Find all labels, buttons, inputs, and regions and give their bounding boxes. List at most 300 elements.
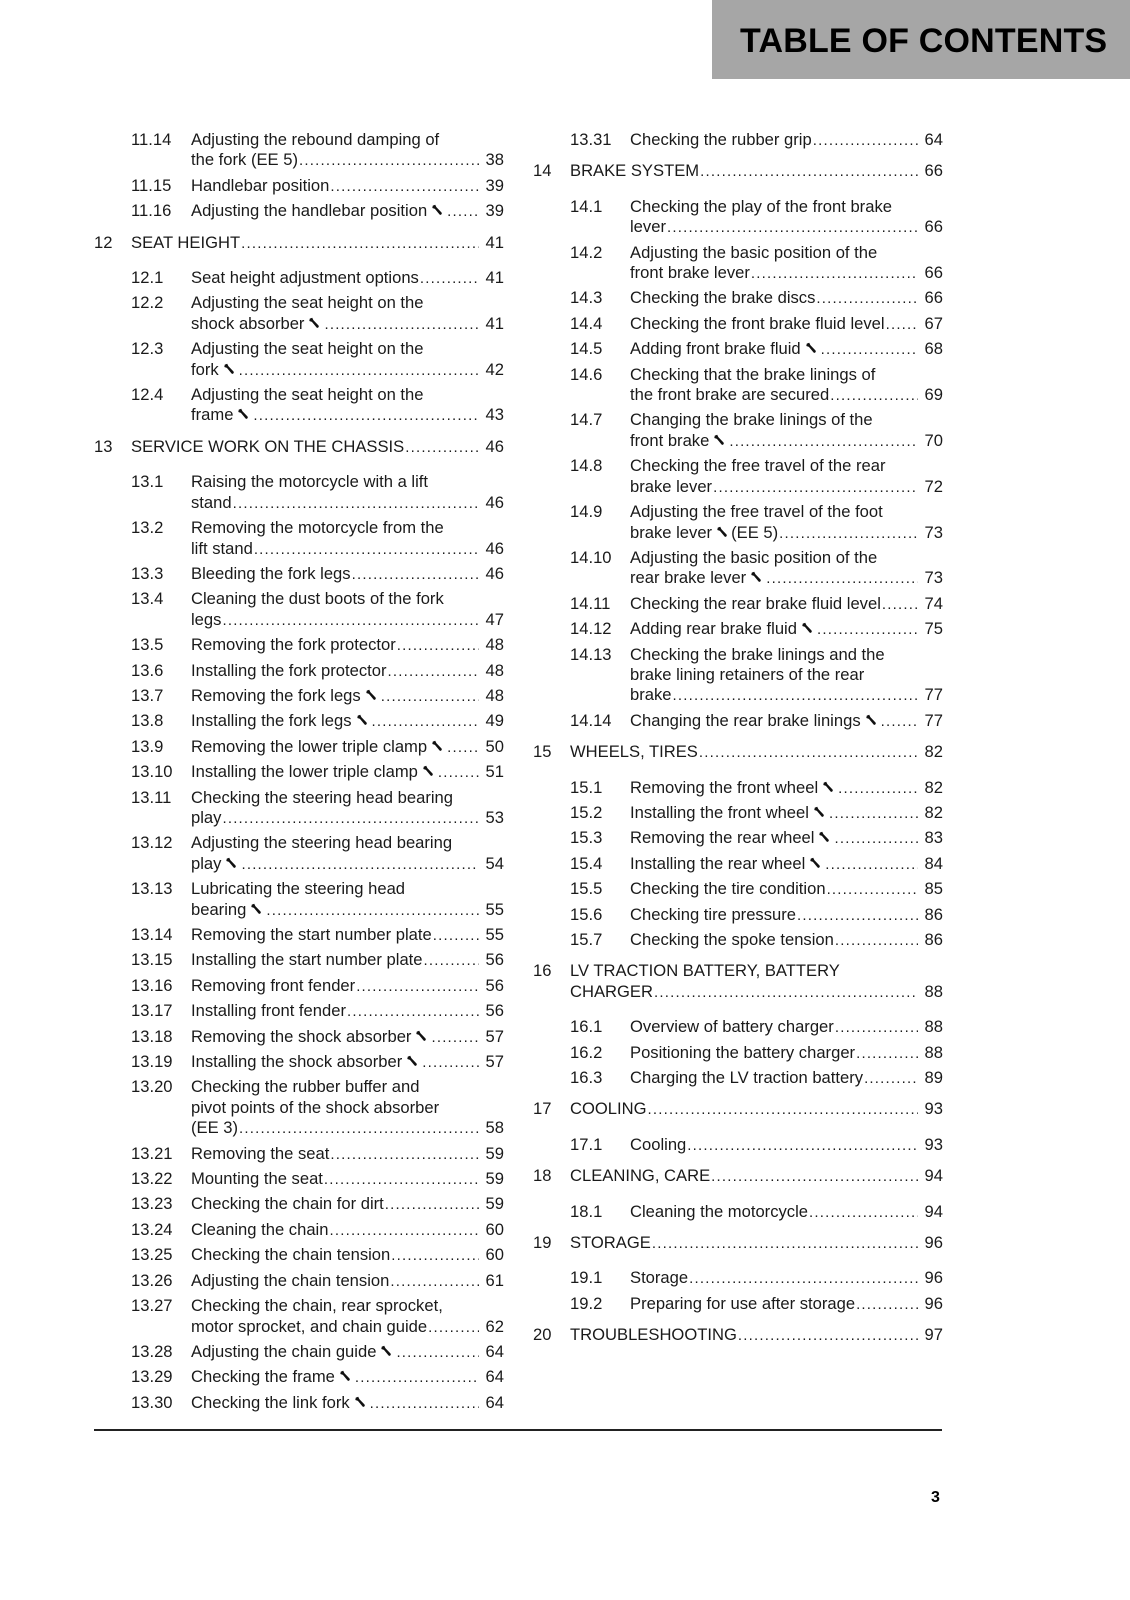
entry-title: Adjusting the seat height on the <box>191 293 424 313</box>
page-ref[interactable]: 53 <box>485 807 504 827</box>
toc-entry[interactable] <box>533 879 943 900</box>
toc-column-right <box>533 130 943 1361</box>
page-ref[interactable]: 56 <box>485 975 504 995</box>
entry-number: 13.11 <box>131 787 172 807</box>
wrench-icon <box>339 1367 352 1380</box>
dot-leader <box>347 1002 479 1022</box>
toc-entry[interactable] <box>94 1296 504 1338</box>
page-ref[interactable]: 59 <box>485 1143 504 1163</box>
entry-title: Removing the rear wheel <box>630 828 815 848</box>
toc-entry[interactable] <box>533 1017 943 1038</box>
toc-entry[interactable] <box>94 1367 504 1388</box>
page-ref[interactable]: 93 <box>924 1099 943 1119</box>
wrench-icon <box>716 523 729 536</box>
page-ref[interactable]: 49 <box>485 711 504 731</box>
dot-leader <box>428 1318 479 1338</box>
toc-entry[interactable] <box>94 879 504 921</box>
entry-number: 14.2 <box>570 242 603 262</box>
entry-title: frame <box>191 405 234 425</box>
toc-entry[interactable] <box>533 502 943 544</box>
wrench-icon <box>415 1027 428 1040</box>
toc-chapter[interactable] <box>533 1166 943 1187</box>
dot-leader <box>711 1167 918 1187</box>
entry-title: Adjusting the steering head bearing <box>191 833 453 853</box>
toc-chapter[interactable] <box>533 161 943 182</box>
dot-leader <box>830 386 918 406</box>
entry-title: Storage <box>630 1268 689 1288</box>
entry-title: TROUBLESHOOTING <box>570 1325 737 1345</box>
dot-leader <box>391 1246 479 1266</box>
entry-number: 15.4 <box>570 853 603 873</box>
page-ref[interactable]: 89 <box>924 1068 943 1088</box>
toc-entry[interactable] <box>533 803 943 824</box>
wrench-icon <box>813 803 826 816</box>
page-ref[interactable]: 73 <box>924 568 943 588</box>
entry-title: Checking the chain, rear sprocket, <box>191 1296 443 1316</box>
page-ref[interactable]: 84 <box>924 853 943 873</box>
page-ref[interactable]: 43 <box>485 405 504 425</box>
entry-number: 14.8 <box>570 456 603 476</box>
entry-title: front brake <box>630 430 710 450</box>
entry-title: Checking tire pressure <box>630 904 797 924</box>
page-ref[interactable]: 88 <box>924 1017 943 1037</box>
page-ref[interactable]: 48 <box>485 660 504 680</box>
entry-number: 13.15 <box>131 950 173 970</box>
entry-title: Checking the spoke tension <box>630 930 834 949</box>
toc-entry[interactable] <box>533 548 943 590</box>
dot-leader <box>687 1136 918 1156</box>
entry-number: 18 <box>533 1166 552 1186</box>
wrench-icon <box>809 854 822 867</box>
page-ref[interactable]: 66 <box>924 161 943 181</box>
entry-title: Installing the front wheel <box>630 802 809 822</box>
toc-entry[interactable] <box>533 1068 943 1089</box>
toc-chapter[interactable] <box>533 1233 943 1254</box>
toc-entry[interactable] <box>94 925 504 946</box>
page-ref[interactable]: 59 <box>485 1194 504 1214</box>
toc-entry[interactable] <box>533 1294 943 1315</box>
page-ref[interactable]: 82 <box>924 802 943 822</box>
dot-leader <box>835 1018 918 1038</box>
entry-title: Adjusting the basic position of the <box>630 242 878 262</box>
entry-title: pivot points of the shock absorber <box>191 1097 440 1117</box>
entry-title: Checking the steering head bearing <box>191 787 453 807</box>
entry-title: Checking the brake discs <box>630 288 816 308</box>
toc-entry[interactable] <box>533 854 943 875</box>
toc-entry[interactable] <box>94 176 504 197</box>
entry-number: 13.9 <box>131 736 164 756</box>
page-ref[interactable]: 39 <box>485 175 504 195</box>
toc-entry[interactable] <box>94 1271 504 1292</box>
page-ref[interactable]: 59 <box>485 1169 504 1189</box>
toc-entry[interactable] <box>94 130 504 172</box>
entry-title: Mounting the seat <box>191 1169 323 1189</box>
toc-entry[interactable] <box>94 589 504 631</box>
entry-title: Adjusting the chain tension <box>191 1270 390 1290</box>
entry-title: Checking the link fork <box>191 1392 350 1412</box>
toc-entry[interactable] <box>94 293 504 335</box>
toc-entry[interactable] <box>94 711 504 732</box>
toc-entry[interactable] <box>533 410 943 452</box>
entry-title: Overview of battery charger <box>630 1017 834 1037</box>
dot-leader <box>420 269 479 289</box>
page-ref[interactable]: 66 <box>924 288 943 308</box>
entry-number: 13.7 <box>131 685 164 705</box>
toc-chapter[interactable] <box>533 1325 943 1346</box>
page-ref[interactable]: 67 <box>924 313 943 333</box>
page-ref[interactable]: 46 <box>485 538 504 558</box>
entry-number: 12.3 <box>131 339 164 359</box>
page-ref[interactable]: 94 <box>924 1201 943 1221</box>
dot-leader <box>254 540 479 560</box>
dot-leader <box>881 712 918 732</box>
entry-title: bearing <box>191 899 247 919</box>
page-ref[interactable]: 56 <box>485 950 504 970</box>
toc-entry[interactable] <box>94 518 504 560</box>
page-ref[interactable]: 96 <box>924 1268 943 1288</box>
entry-number: 15.1 <box>570 777 603 797</box>
page-ref[interactable]: 70 <box>924 430 943 450</box>
page-ref[interactable]: 58 <box>485 1118 504 1138</box>
dot-leader <box>689 1269 918 1289</box>
page-ref[interactable]: 82 <box>924 777 943 797</box>
toc-entry[interactable] <box>94 1342 504 1363</box>
toc-entry[interactable] <box>94 833 504 875</box>
entry-title: Adding front brake fluid <box>630 339 801 359</box>
page-ref[interactable]: 60 <box>485 1245 504 1265</box>
entry-number: 13.5 <box>131 635 164 655</box>
toc-entry[interactable] <box>533 314 943 335</box>
toc-chapter[interactable] <box>533 961 943 1003</box>
entry-title: Installing the shock absorber <box>191 1052 403 1072</box>
page-ref[interactable]: 72 <box>924 476 943 496</box>
toc-entry[interactable] <box>533 456 943 498</box>
page-ref[interactable]: 77 <box>924 685 943 705</box>
page-ref[interactable]: 97 <box>924 1325 943 1345</box>
entry-title: Changing the brake linings of the <box>630 410 873 430</box>
footer-rule <box>94 1429 942 1431</box>
entry-number: 15.3 <box>570 828 603 848</box>
dot-leader <box>886 315 918 335</box>
entry-suffix: (EE 5) <box>731 522 779 542</box>
page-ref[interactable]: 39 <box>485 201 504 221</box>
page-ref[interactable]: 50 <box>485 736 504 756</box>
entry-number: 13.26 <box>131 1270 173 1290</box>
dot-leader <box>738 1326 918 1346</box>
entry-title: Removing the start number plate <box>191 925 432 944</box>
entry-title: Installing the lower triple clamp <box>191 762 418 782</box>
page-ref[interactable]: 56 <box>485 1001 504 1021</box>
entry-title: SERVICE WORK ON THE CHASSIS <box>131 436 405 456</box>
entry-title: Removing the shock absorber <box>191 1026 412 1046</box>
toc-entry[interactable] <box>533 619 943 640</box>
entry-title: LV TRACTION BATTERY, BATTERY <box>570 961 840 981</box>
dot-leader <box>390 1272 479 1292</box>
dot-leader <box>239 1119 479 1139</box>
toc-entry[interactable] <box>533 1268 943 1289</box>
page-ref[interactable]: 82 <box>924 742 943 762</box>
toc-chapter[interactable] <box>94 233 504 254</box>
entry-title: Checking the chain tension <box>191 1245 391 1265</box>
toc-chapter[interactable] <box>94 437 504 458</box>
entry-number: 14.7 <box>570 410 603 430</box>
toc-entry[interactable] <box>94 635 504 656</box>
entry-title: Installing the fork legs <box>191 711 352 731</box>
toc-entry[interactable] <box>533 930 943 951</box>
toc-entry[interactable] <box>533 130 943 151</box>
page-ref[interactable]: 86 <box>924 930 943 949</box>
toc-entry[interactable] <box>94 385 504 427</box>
wrench-icon <box>406 1052 419 1065</box>
dot-leader <box>652 1234 918 1254</box>
toc-entry[interactable] <box>94 1169 504 1190</box>
page-ref[interactable]: 41 <box>485 313 504 333</box>
entry-title: Handlebar position <box>191 175 330 195</box>
dot-leader <box>797 906 918 926</box>
dot-leader <box>713 478 918 498</box>
entry-title: lift stand <box>191 538 253 558</box>
entry-number: 13.20 <box>131 1077 173 1097</box>
page-ref[interactable]: 96 <box>924 1233 943 1253</box>
page-ref[interactable]: 55 <box>485 925 504 944</box>
entry-title: the fork (EE 5) <box>191 150 298 170</box>
page-ref[interactable]: 47 <box>485 609 504 629</box>
dot-leader <box>381 687 479 707</box>
entry-number: 14.5 <box>570 339 603 359</box>
toc-entry[interactable] <box>533 594 943 615</box>
toc-entry[interactable] <box>94 1027 504 1048</box>
toc-entry[interactable] <box>94 268 504 289</box>
page-ref[interactable]: 62 <box>485 1316 504 1336</box>
page-ref[interactable]: 41 <box>485 268 504 288</box>
toc-entry[interactable] <box>533 1202 943 1223</box>
entry-number: 14.12 <box>570 619 612 639</box>
entry-title: Cleaning the motorcycle <box>630 1201 809 1221</box>
entry-number: 13.28 <box>131 1341 173 1361</box>
page-ref[interactable]: 69 <box>924 385 943 405</box>
dot-leader <box>835 931 918 951</box>
toc-entry[interactable] <box>533 828 943 849</box>
toc-entry[interactable] <box>94 762 504 783</box>
dot-leader <box>813 131 918 151</box>
page-ref[interactable]: 46 <box>485 436 504 456</box>
entry-number: 19 <box>533 1233 552 1253</box>
page-ref[interactable]: 74 <box>924 593 943 613</box>
entry-number: 13.25 <box>131 1245 173 1265</box>
page-ref[interactable]: 61 <box>485 1270 504 1290</box>
wrench-icon <box>354 1393 367 1406</box>
page-ref[interactable]: 88 <box>924 981 943 1001</box>
entry-title: Checking the free travel of the rear <box>630 456 886 476</box>
toc-entry[interactable] <box>94 737 504 758</box>
entry-number: 13.12 <box>131 833 173 853</box>
entry-title: Removing the motorcycle from the <box>191 518 444 538</box>
entry-number: 13.30 <box>131 1392 173 1412</box>
toc-entry[interactable] <box>94 201 504 222</box>
toc-entry[interactable] <box>533 243 943 285</box>
page-ref[interactable]: 75 <box>924 619 943 639</box>
toc-entry[interactable] <box>94 788 504 830</box>
dot-leader <box>648 1100 918 1120</box>
toc-entry[interactable] <box>94 661 504 682</box>
entry-number: 14.10 <box>570 547 612 567</box>
entry-title: Removing the fork protector <box>191 635 396 655</box>
dot-leader <box>397 636 479 656</box>
entry-number: 17.1 <box>570 1134 603 1154</box>
toc-entry[interactable] <box>94 1245 504 1266</box>
dot-leader <box>396 1343 479 1363</box>
dot-leader <box>431 1028 479 1048</box>
entry-number: 11.16 <box>131 201 172 221</box>
entry-number: 15 <box>533 742 552 762</box>
entry-number: 13.19 <box>131 1052 173 1072</box>
page-ref[interactable]: 68 <box>924 339 943 359</box>
toc-entry[interactable] <box>94 339 504 381</box>
page-title: TABLE OF CONTENTS <box>740 22 1108 60</box>
page-ref[interactable]: 83 <box>924 828 943 848</box>
page-ref[interactable]: 66 <box>924 217 943 237</box>
entry-title: STORAGE <box>570 1233 651 1253</box>
page-ref[interactable]: 64 <box>485 1392 504 1412</box>
toc-entry[interactable] <box>533 1135 943 1156</box>
dot-leader <box>324 315 479 335</box>
toc-chapter[interactable] <box>533 742 943 763</box>
page-ref[interactable]: 94 <box>924 1166 943 1186</box>
page-ref[interactable]: 64 <box>485 1341 504 1361</box>
page-ref[interactable]: 66 <box>924 263 943 283</box>
toc-chapter[interactable] <box>533 1099 943 1120</box>
entry-title: Checking the play of the front brake <box>630 196 892 216</box>
dot-leader <box>447 738 479 758</box>
toc-entry[interactable] <box>94 950 504 971</box>
wrench-icon <box>422 762 435 775</box>
dot-leader <box>424 951 479 971</box>
toc-entry[interactable] <box>533 778 943 799</box>
page-ref[interactable]: 46 <box>485 492 504 512</box>
entry-number: 14.13 <box>570 644 612 664</box>
dot-leader <box>751 264 918 284</box>
page-ref[interactable]: 86 <box>924 904 943 924</box>
entry-number: 13 <box>94 436 113 456</box>
toc-entry[interactable] <box>533 645 943 707</box>
entry-number: 13.14 <box>131 925 173 944</box>
entry-title: Charging the LV traction battery <box>630 1068 864 1088</box>
toc-entry[interactable] <box>533 711 943 732</box>
page-ref[interactable]: 46 <box>485 563 504 583</box>
dot-leader <box>405 438 479 458</box>
toc-entry[interactable] <box>94 1052 504 1073</box>
dot-leader <box>654 983 918 1003</box>
entry-title: Positioning the battery charger <box>630 1042 856 1062</box>
dot-leader <box>779 524 918 544</box>
entry-title: Checking the front brake fluid level <box>630 313 885 333</box>
toc-entry[interactable] <box>533 288 943 309</box>
page-ref[interactable]: 88 <box>924 1042 943 1062</box>
toc-entry[interactable] <box>533 365 943 407</box>
toc-entry[interactable] <box>94 686 504 707</box>
page-ref[interactable]: 64 <box>924 130 943 149</box>
page-ref[interactable]: 77 <box>924 710 943 730</box>
page-ref[interactable]: 57 <box>485 1052 504 1072</box>
toc-entry[interactable] <box>94 1194 504 1215</box>
page-ref[interactable]: 41 <box>485 232 504 252</box>
page-ref[interactable]: 57 <box>485 1026 504 1046</box>
entry-title: Installing the start number plate <box>191 950 423 970</box>
entry-title: Bleeding the fork legs <box>191 563 351 583</box>
entry-number: 12.4 <box>131 385 164 405</box>
toc-entry[interactable] <box>94 472 504 514</box>
toc-entry[interactable] <box>94 1393 504 1414</box>
toc-entry[interactable] <box>533 1043 943 1064</box>
entry-number: 13.2 <box>131 518 164 538</box>
page-ref[interactable]: 93 <box>924 1134 943 1154</box>
entry-title: Removing the fork legs <box>191 685 361 705</box>
toc-entry[interactable] <box>94 1220 504 1241</box>
dot-leader <box>433 926 479 946</box>
dot-leader <box>766 569 918 589</box>
entry-number: 13.10 <box>131 762 173 782</box>
dot-leader <box>330 1145 479 1165</box>
entry-title: Adjusting the handlebar position <box>191 201 428 221</box>
page-ref[interactable]: 54 <box>485 853 504 873</box>
entry-title: Raising the motorcycle with a lift <box>191 472 429 492</box>
entry-number: 15.2 <box>570 802 603 822</box>
entry-title: SEAT HEIGHT <box>131 232 241 252</box>
toc-entry[interactable] <box>533 197 943 239</box>
wrench-icon <box>365 686 378 699</box>
page-ref[interactable]: 55 <box>485 899 504 919</box>
toc-entry[interactable] <box>94 1144 504 1165</box>
entry-title: fork <box>191 359 219 379</box>
page-ref[interactable]: 42 <box>485 359 504 379</box>
toc-entry[interactable] <box>94 1001 504 1022</box>
toc-entry[interactable] <box>533 339 943 360</box>
page-ref[interactable]: 48 <box>485 635 504 655</box>
entry-title: brake <box>630 685 672 705</box>
entry-title: legs <box>191 609 222 629</box>
page-ref[interactable]: 51 <box>485 762 504 782</box>
entry-number: 14.11 <box>570 593 611 613</box>
page-ref[interactable]: 85 <box>924 879 943 899</box>
page-ref[interactable]: 64 <box>485 1367 504 1387</box>
page-ref[interactable]: 48 <box>485 685 504 705</box>
dot-leader <box>438 763 479 783</box>
page-ref[interactable]: 38 <box>485 150 504 170</box>
entry-number: 13.17 <box>131 1001 173 1021</box>
toc-entry[interactable] <box>94 976 504 997</box>
toc-entry[interactable] <box>94 1077 504 1139</box>
entry-title: (EE 3) <box>191 1118 239 1138</box>
entry-title: BRAKE SYSTEM <box>570 161 700 181</box>
toc-entry[interactable] <box>533 905 943 926</box>
page-ref[interactable]: 60 <box>485 1219 504 1239</box>
dot-leader <box>241 855 479 875</box>
entry-number: 14.3 <box>570 288 603 308</box>
entry-number: 13.21 <box>131 1143 173 1163</box>
dot-leader <box>838 779 918 799</box>
wrench-icon <box>713 431 726 444</box>
entry-number: 16 <box>533 961 552 981</box>
toc-entry[interactable] <box>94 564 504 585</box>
page-ref[interactable]: 96 <box>924 1293 943 1313</box>
dot-leader <box>816 289 918 309</box>
dot-leader <box>809 1203 918 1223</box>
entry-number: 13.16 <box>131 975 173 995</box>
entry-title: stand <box>191 492 232 512</box>
entry-number: 13.6 <box>131 660 164 680</box>
page-ref[interactable]: 73 <box>924 522 943 542</box>
entry-title: Checking the chain for dirt <box>191 1194 384 1214</box>
